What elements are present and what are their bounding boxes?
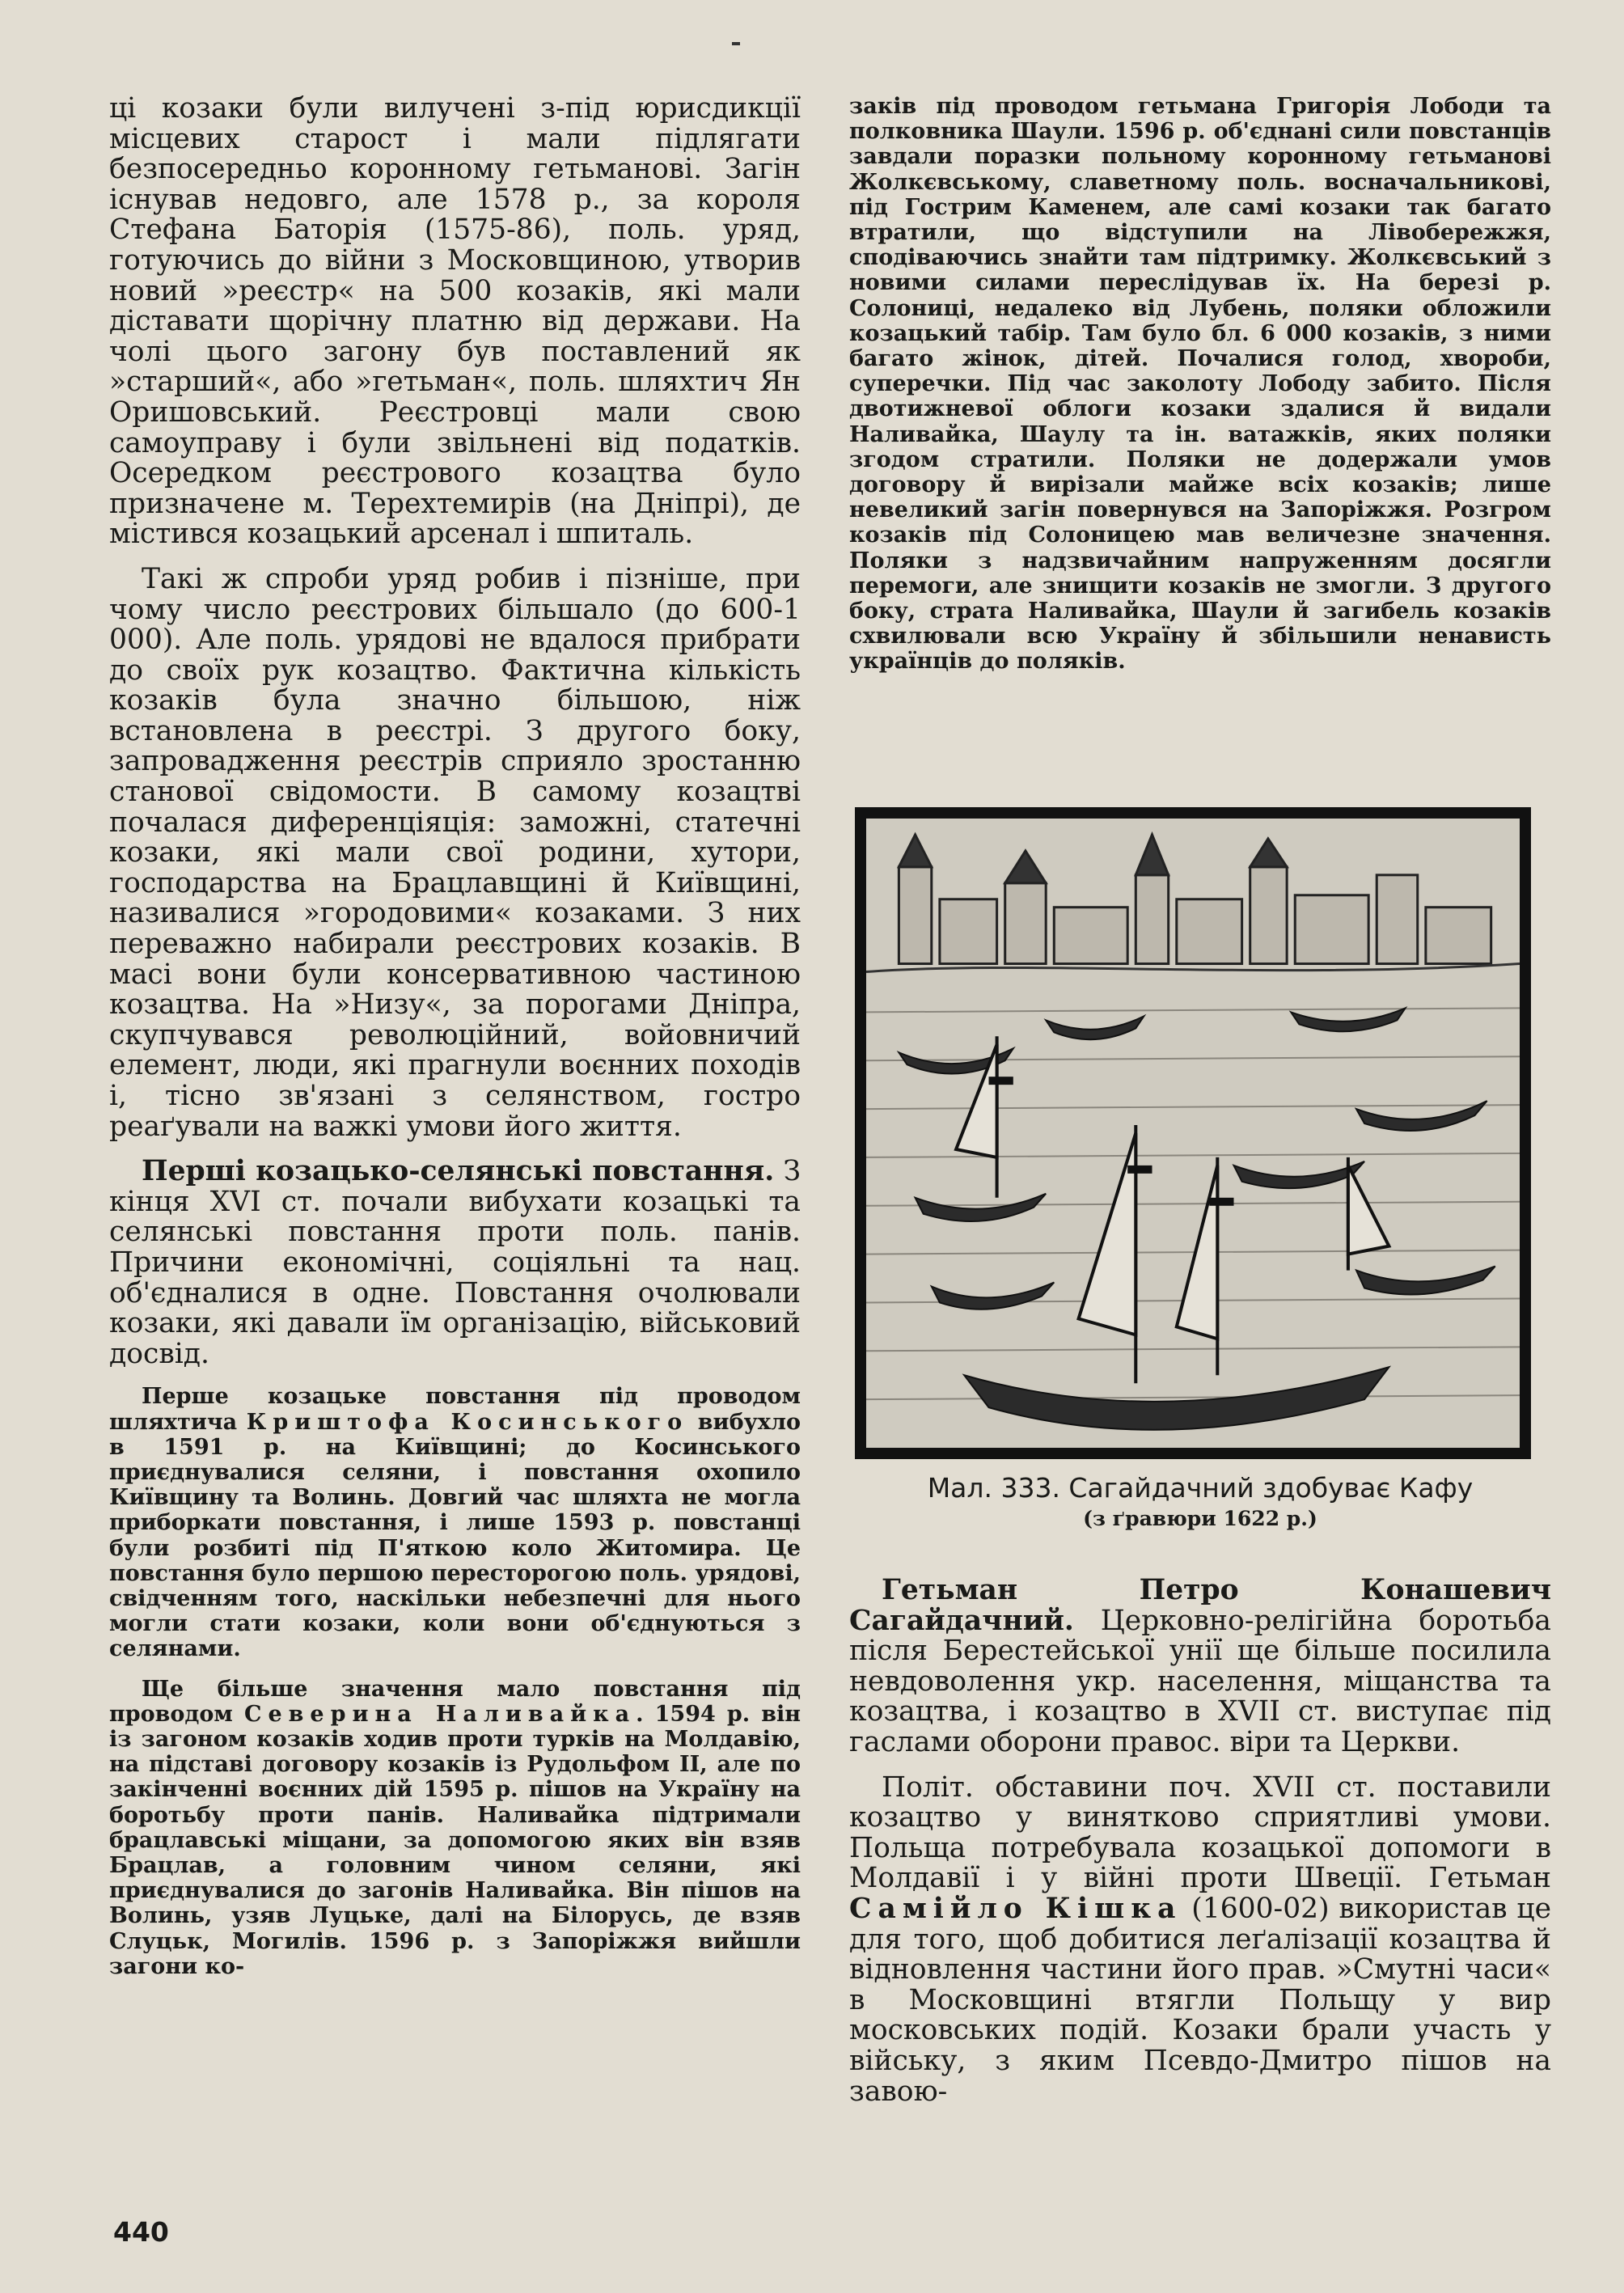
right-column-lower bbox=[849, 1576, 1551, 2107]
paragraph-nalyvaiko bbox=[109, 1677, 801, 1979]
paragraph-sahaidachny bbox=[849, 1576, 1551, 1758]
paragraph-loboda: заків під проводом гетьмана Григорія Лободи та полковника Шаули. 1596 р. об'єднані сили повстанців завдали поразки польному коронному гетьманові Жолкєвському, славетному поль. восначальникові, під Гострим Каменем, але самі козаки так багато втратили, що відступили на Лівобережжя, сподіваючись знайти там підтримку. Жолкєвський з новими силами переслідував їх. На березі р. Солониці, недалеко від Лубень, поляки обложили козацький табір. Там було бл. 6 000 козаків, з ними багато жінок, дітей. Почалися голод, хвороби, суперечки. Під час заколоту Лободу забито. Після двотижневої облоги козаки здалися й видали Наливайка, Шаулу та ін. ватажків, яких поляки згодом стратили. Поляки не додержали умов договору й вирізали майже всіх козаків; лише невеликий загін повернувся на Запоріжжя. Розгром козаків під Солоницею мав величезне значення. Поляки з надзвичайним напруженням досягли перемоги, але знищити козаків не змогли. З другого боку, страта Наливайка, Шаули й загибель козаків схвилювали всю Україну й збільшили ненависть українців до поляків. bbox=[849, 94, 1551, 675]
nalyvaiko-text-b: . 1594 р. він із загоном козаків ходив проти турків на Молдавію, на підставі договору козаків із Рудольфом II, але по закінченні воєнних дій 1595 р. пішов на Україну на боротьбу проти панів. Наливайка підтримали брацлавські міщани, за допомогою яких він взяв Брацлав, а головним чином селяни, які приєднувалися до загонів Наливайка. Він пішов на Волинь, узяв Луцьке, далі на Білорусь, де взяв Слуцьк, Могилів. 1596 р. з Запоріжжя вийшли загони ко- bbox=[109, 1701, 801, 1979]
nalyvaiko-text-a: Ще більше значення мало повстання під проводом bbox=[109, 1676, 801, 1727]
engraving-illustration bbox=[866, 819, 1520, 1448]
name-kosynsky: Криштофа Косинського bbox=[246, 1409, 689, 1435]
political-text-a: Політ. обставини поч. XVII ст. поставили козацтво у винятково сприятливі умови. Польща потребувала козацької допомоги в Молдавії і у війні проти Швеції. Гетьман bbox=[849, 1771, 1551, 1895]
paragraph-registry: ці козаки були вилучені з-під юрисдикції місцевих старост і мали підлягати безпосередньо коронному гетьманові. Загін існував недовго, але 1578 р., за короля Стефана Баторія (1575-86), поль. уряд, готуючись до війни з Московщиною, утворив новий »реєстр« на 500 козаків, які мали діставати щорічну платню від держави. На чолі цього загону був поставлений як »старший«, або »гетьман«, поль. шляхтич Ян Оришовський. Реєстровці мали свою самоуправу і були звільнені від податків. Осередком реєстрового козацтва було призначене м. Терехтемирів (на Дніпрі), де містився козацький арсенал і шпиталь. bbox=[109, 92, 801, 551]
name-kishka: Самійло Кішка bbox=[849, 1892, 1182, 1925]
paragraph-attempts: Такі ж спроби уряд робив і пізніше, при чому число реєстрових більшало (до 600-1 000). Але поль. урядові не вдалося прибрати до своїх рук козацтво. Фактична кількість козаків була значно більшою, ніж встановлена в реєстрі. З другого боку, запровадження реєстрів сприяло зростанню станової свідомости. В самому козацтві почалася диференціяція: заможні, статечні козаки, які мали свої родини, хутори, господарства на Брацлавщині й Київщині, називалися »городовими« козаками. З них переважно набирали реєстрових козаків. В масі вони були консервативною частиною козацтва. На »Низу«, за порогами Дніпра, скупчувався революційний, войовничий елемент, люди, які прагнули воєнних походів і, тісно зв'язані з селянством, гостро реаґували на важкі умови його життя. bbox=[109, 562, 801, 1143]
caption-source: (з ґравюри 1622 р.) bbox=[1083, 1507, 1317, 1530]
right-column bbox=[849, 94, 1551, 675]
kosynsky-text-a: Перше козацьке повстання під проводом шляхтича bbox=[109, 1384, 801, 1435]
paragraph-political bbox=[849, 1773, 1551, 2108]
page-number: 440 bbox=[113, 2216, 169, 2248]
uprisings-text: З кінця XVI ст. почали вибухати козацькі та селянські повстання проти поль. панів. Причини економічні, соціяльні та нац. об'єдналися в одне. Повстання очолювали козаки, які давали їм організацію, військовий досвід. bbox=[109, 1155, 801, 1370]
kosynsky-text-b: вибухло в 1591 р. на Київщині; до Косинського приєднувалися селяни, і повстання охопило Київщину та Волинь. Довгий час шляхта не могла приборкати повстання, і лише 1593 р. повстанці були розбиті під П'яткою коло Житомира. Це повстання було першою пересторогою поль. урядові, свідченням того, наскільки небезпечні для нього могли стати козаки, коли вони об'єднуються з селянами. bbox=[109, 1409, 801, 1662]
top-mark bbox=[732, 42, 740, 45]
name-nalyvaiko: Северина Наливайка bbox=[243, 1701, 636, 1727]
section-heading-uprisings: Перші козацько-селянські повстання. bbox=[142, 1155, 775, 1188]
political-text-b: (1600-02) використав це для того, щоб добитися леґалізації козацтва й відновлення частини його прав. »Смутні часи« в Московщині втягли Польщу у вир московських подій. Козаки брали участь у війську, з яким Псевдо-Дмитро пішов на завою- bbox=[849, 1892, 1551, 2108]
section-heading-sahaidachny: Гетьман Петро Конашевич Сагайдачний. bbox=[849, 1574, 1551, 1637]
paragraph-uprisings bbox=[109, 1157, 801, 1369]
left-column bbox=[109, 94, 801, 1979]
paragraph-kosynsky bbox=[109, 1384, 801, 1661]
sahaidachny-text: Церковно-релігійна боротьба після Берестейської унії ще більше посилила невдоволення укр. населення, міщанства та козацтва, і козацтво в XVII ст. виступає під гаслами оборони правос. віри та Церкви. bbox=[849, 1604, 1551, 1758]
engraving-figure bbox=[855, 807, 1531, 1459]
figure-caption bbox=[849, 1472, 1551, 1534]
caption-title: Мал. 333. Сагайдачний здобуває Кафу bbox=[927, 1472, 1474, 1504]
